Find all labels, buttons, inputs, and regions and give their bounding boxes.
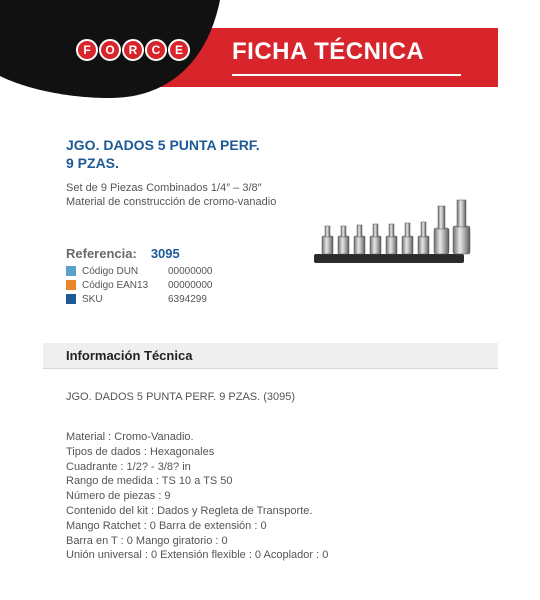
spec-item: Cuadrante : 1/2? - 3/8? in [66, 460, 191, 473]
spec-item: Tipos de dados : Hexagonales [66, 445, 215, 458]
product-image [308, 198, 478, 273]
logo-letter: C [145, 39, 167, 61]
product-title [66, 136, 326, 172]
code-label: SKU [82, 293, 103, 305]
spec-list [66, 430, 328, 563]
logo-letter: R [122, 39, 144, 61]
product-title-line: 9 PZAS. [66, 155, 119, 171]
description-line: Set de 9 Piezas Combinados 1/4″ – 3/8″ [66, 182, 262, 194]
spec-item: Número de piezas : 9 [66, 490, 171, 503]
code-label: Código EAN13 [82, 279, 149, 291]
reference-row [66, 246, 180, 261]
spec-item: Rango de medida : TS 10 a TS 50 [66, 475, 233, 488]
info-product-name: JGO. DADOS 5 PUNTA PERF. 9 PZAS. (3095) [66, 391, 296, 403]
logo-area [0, 0, 220, 100]
title-underline [232, 74, 461, 76]
product-title-line: JGO. DADOS 5 PUNTA PERF. [66, 137, 260, 153]
reference-value: 3095 [150, 246, 180, 261]
code-value: 6394299 [168, 293, 207, 305]
code-value: 00000000 [168, 265, 213, 277]
reference-label: Referencia: [66, 246, 137, 261]
page-title: FICHA TÉCNICA [232, 38, 425, 65]
code-row-sku [66, 292, 213, 306]
code-row-ean13 [66, 278, 213, 292]
force-logo [76, 39, 190, 61]
logo-letter: F [76, 39, 98, 61]
product-description [66, 181, 326, 209]
spec-item: Barra en T : 0 Mango giratorio : 0 [66, 534, 228, 547]
spec-item: Contenido del kit : Dados y Regleta de Transporte. [66, 504, 313, 517]
code-value: 00000000 [168, 279, 213, 291]
product-codes [66, 264, 213, 306]
sku-swatch-icon [66, 294, 76, 304]
ean13-swatch-icon [66, 280, 76, 290]
dun-swatch-icon [66, 266, 76, 276]
description-line: Material de construcción de cromo-vanadio [66, 196, 277, 208]
spec-item: Mango Ratchet : 0 Barra de extensión : 0 [66, 519, 267, 532]
code-row-dun [66, 264, 213, 278]
info-section-title: Información Técnica [66, 348, 193, 363]
logo-letter: E [168, 39, 190, 61]
spec-item: Material : Cromo-Vanadio. [66, 431, 194, 443]
spec-item: Unión universal : 0 Extensión flexible : 0 Acoplador : 0 [66, 549, 329, 562]
code-label: Código DUN [82, 265, 139, 277]
logo-letter: O [99, 39, 121, 61]
